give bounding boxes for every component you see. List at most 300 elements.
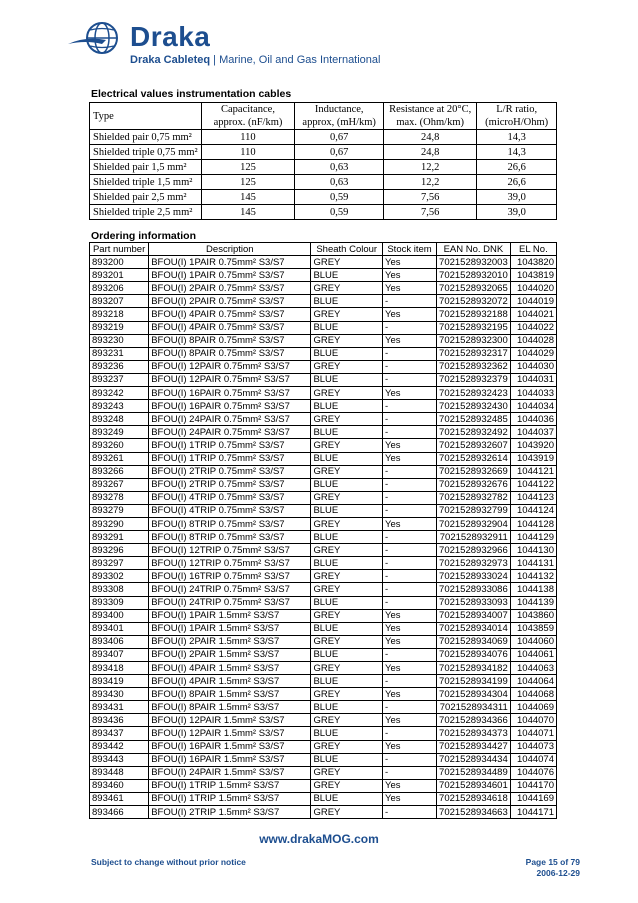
table-cell: 893431 <box>90 701 149 714</box>
table-cell: 7021528932799 <box>437 504 511 517</box>
table-cell: 1044169 <box>510 792 556 805</box>
table-row <box>90 609 557 622</box>
table-row <box>90 688 557 701</box>
table-cell: GREY <box>311 635 383 648</box>
table-cell: 1044037 <box>510 426 556 439</box>
table-cell: 893291 <box>90 531 149 544</box>
column-header: EL No. <box>510 243 556 256</box>
table-cell: - <box>383 648 437 661</box>
table-cell: 893207 <box>90 295 149 308</box>
table-cell: 1044029 <box>510 347 556 360</box>
table-cell: BFOU(I) 16TRIP 0.75mm² S3/S7 <box>149 570 311 583</box>
table-cell: 110 <box>201 145 295 160</box>
table-row <box>90 347 557 360</box>
table-row <box>90 205 557 220</box>
table-cell: GREY <box>311 360 383 373</box>
table-cell: 1043859 <box>510 622 556 635</box>
table-cell: 1044063 <box>510 662 556 675</box>
table-cell: 7021528932362 <box>437 360 511 373</box>
table-row <box>90 740 557 753</box>
table-cell: - <box>383 727 437 740</box>
table-cell: 1044069 <box>510 701 556 714</box>
table-row <box>90 269 557 282</box>
table-row <box>90 622 557 635</box>
table-cell: - <box>383 583 437 596</box>
table-row <box>90 360 557 373</box>
table-row <box>90 557 557 570</box>
table-cell: BLUE <box>311 557 383 570</box>
table-cell: 893302 <box>90 570 149 583</box>
ordering-information-table <box>89 242 557 819</box>
table-cell: BFOU(I) 12TRIP 0.75mm² S3/S7 <box>149 557 311 570</box>
table-row <box>90 400 557 413</box>
table-row <box>90 531 557 544</box>
table-cell: - <box>383 413 437 426</box>
table-cell: GREY <box>311 282 383 295</box>
table-cell: BFOU(I) 2PAIR 1.5mm² S3/S7 <box>149 635 311 648</box>
table-cell: Yes <box>383 269 437 282</box>
table-cell: 893308 <box>90 583 149 596</box>
table-cell: BFOU(I) 2TRIP 0.75mm² S3/S7 <box>149 478 311 491</box>
table-row <box>90 175 557 190</box>
table-cell: 893230 <box>90 334 149 347</box>
table-cell: 893418 <box>90 662 149 675</box>
table-cell: GREY <box>311 662 383 675</box>
table-cell: 893200 <box>90 256 149 269</box>
table-cell: BFOU(I) 2PAIR 0.75mm² S3/S7 <box>149 295 311 308</box>
table-cell: 1044122 <box>510 478 556 491</box>
table-cell: BFOU(I) 16PAIR 1.5mm² S3/S7 <box>149 740 311 753</box>
table-cell: BLUE <box>311 596 383 609</box>
table-cell: GREY <box>311 740 383 753</box>
table-cell: 7021528934427 <box>437 740 511 753</box>
table-cell: BLUE <box>311 504 383 517</box>
table-cell: BFOU(I) 16PAIR 1.5mm² S3/S7 <box>149 753 311 766</box>
table-cell: 39,0 <box>477 190 557 205</box>
table-cell: 7021528932010 <box>437 269 511 282</box>
table-cell: 893279 <box>90 504 149 517</box>
table-cell: 893436 <box>90 714 149 727</box>
table-cell: BFOU(I) 16PAIR 0.75mm² S3/S7 <box>149 400 311 413</box>
table-cell: 0,59 <box>295 205 384 220</box>
table-cell: Yes <box>383 452 437 465</box>
table-cell: BFOU(I) 24PAIR 0.75mm² S3/S7 <box>149 413 311 426</box>
table-row <box>90 766 557 779</box>
table-cell: BFOU(I) 2PAIR 1.5mm² S3/S7 <box>149 648 311 661</box>
table-cell: 893248 <box>90 413 149 426</box>
table-cell: 7021528934069 <box>437 635 511 648</box>
table-cell: - <box>383 701 437 714</box>
table-row <box>90 662 557 675</box>
table-row <box>90 130 557 145</box>
table-cell: 1044123 <box>510 491 556 504</box>
table-cell: Yes <box>383 740 437 753</box>
tagline-division: | Marine, Oil and Gas International <box>210 54 381 66</box>
table-cell: - <box>383 557 437 570</box>
table-cell: 24,8 <box>384 145 477 160</box>
table-row <box>90 701 557 714</box>
table-cell: 1044139 <box>510 596 556 609</box>
table-cell: 893448 <box>90 766 149 779</box>
table-cell: BFOU(I) 16PAIR 0.75mm² S3/S7 <box>149 387 311 400</box>
table-cell: 893260 <box>90 439 149 452</box>
table-row <box>90 544 557 557</box>
table-cell: GREY <box>311 256 383 269</box>
table-cell: 893231 <box>90 347 149 360</box>
table-cell: 893401 <box>90 622 149 635</box>
column-header: Type <box>90 103 202 130</box>
table-cell: BFOU(I) 1PAIR 0.75mm² S3/S7 <box>149 256 311 269</box>
table-row <box>90 792 557 805</box>
table-cell: 893201 <box>90 269 149 282</box>
table-cell: - <box>383 766 437 779</box>
table-cell: GREY <box>311 308 383 321</box>
table-cell: 893419 <box>90 675 149 688</box>
table-cell: Yes <box>383 714 437 727</box>
table-cell: BLUE <box>311 295 383 308</box>
table-row <box>90 635 557 648</box>
table-cell: BFOU(I) 1PAIR 0.75mm² S3/S7 <box>149 269 311 282</box>
table-cell: 893430 <box>90 688 149 701</box>
table-cell: - <box>383 753 437 766</box>
table-row <box>90 517 557 530</box>
table-cell: 7021528932485 <box>437 413 511 426</box>
table-row <box>90 583 557 596</box>
footer-website-link[interactable]: www.drakaMOG.com <box>259 832 379 846</box>
table-cell: BFOU(I) 12PAIR 0.75mm² S3/S7 <box>149 373 311 386</box>
table-row <box>90 426 557 439</box>
table-cell: 1044171 <box>510 806 556 819</box>
table-cell: 1044061 <box>510 648 556 661</box>
table-cell: Shielded triple 2,5 mm² <box>90 205 202 220</box>
table-cell: BFOU(I) 4PAIR 0.75mm² S3/S7 <box>149 308 311 321</box>
table-cell: 7,56 <box>384 190 477 205</box>
table-row <box>90 282 557 295</box>
table-cell: BLUE <box>311 321 383 334</box>
table-cell: 893442 <box>90 740 149 753</box>
table-row <box>90 295 557 308</box>
table-cell: 7021528932300 <box>437 334 511 347</box>
table-cell: Shielded triple 0,75 mm² <box>90 145 202 160</box>
table-cell: - <box>383 596 437 609</box>
table-cell: 1044060 <box>510 635 556 648</box>
table-cell: 1044170 <box>510 779 556 792</box>
table-cell: 7021528934199 <box>437 675 511 688</box>
table-cell: 7021528932003 <box>437 256 511 269</box>
table-cell: - <box>383 347 437 360</box>
table-cell: 893296 <box>90 544 149 557</box>
table-cell: 1044068 <box>510 688 556 701</box>
table-cell: Shielded pair 0,75 mm² <box>90 130 202 145</box>
table-cell: BFOU(I) 1TRIP 0.75mm² S3/S7 <box>149 452 311 465</box>
table-cell: 893443 <box>90 753 149 766</box>
table-cell: 1044129 <box>510 531 556 544</box>
table-cell: Yes <box>383 282 437 295</box>
table-cell: GREY <box>311 766 383 779</box>
table-cell: BFOU(I) 24PAIR 0.75mm² S3/S7 <box>149 426 311 439</box>
table-cell: GREY <box>311 714 383 727</box>
column-header: Description <box>149 243 311 256</box>
draka-globe-logo-icon <box>66 18 126 58</box>
page-header <box>66 16 506 66</box>
table-cell: BFOU(I) 24TRIP 0.75mm² S3/S7 <box>149 596 311 609</box>
table-cell: BLUE <box>311 531 383 544</box>
table-cell: 7021528933086 <box>437 583 511 596</box>
table-cell: 1044020 <box>510 282 556 295</box>
table-row <box>90 256 557 269</box>
table-cell: 14,3 <box>477 145 557 160</box>
table-cell: 7021528932317 <box>437 347 511 360</box>
table-cell: - <box>383 465 437 478</box>
ordering-information-heading: Ordering information <box>91 230 196 242</box>
table-row <box>90 439 557 452</box>
table-cell: BFOU(I) 2PAIR 0.75mm² S3/S7 <box>149 282 311 295</box>
table-cell: BFOU(I) 2TRIP 0.75mm² S3/S7 <box>149 465 311 478</box>
column-header: L/R ratio, (microH/Ohm) <box>477 103 557 130</box>
table-cell: 7021528934663 <box>437 806 511 819</box>
table-cell: GREY <box>311 465 383 478</box>
table-cell: 1044031 <box>510 373 556 386</box>
table-cell: GREY <box>311 334 383 347</box>
table-cell: BFOU(I) 1TRIP 0.75mm² S3/S7 <box>149 439 311 452</box>
table-cell: BLUE <box>311 400 383 413</box>
footer-notice: Subject to change without prior notice <box>91 857 246 867</box>
table-cell: 7021528932669 <box>437 465 511 478</box>
table-cell: 893407 <box>90 648 149 661</box>
table-cell: Yes <box>383 635 437 648</box>
table-cell: BFOU(I) 8PAIR 0.75mm² S3/S7 <box>149 334 311 347</box>
table-cell: BLUE <box>311 426 383 439</box>
column-header: Inductance, approx, (mH/km) <box>295 103 384 130</box>
table-cell: 1044128 <box>510 517 556 530</box>
table-row <box>90 190 557 205</box>
table-cell: BFOU(I) 12TRIP 0.75mm² S3/S7 <box>149 544 311 557</box>
table-cell: 1044033 <box>510 387 556 400</box>
table-cell: GREY <box>311 570 383 583</box>
table-row <box>90 596 557 609</box>
table-cell: GREY <box>311 806 383 819</box>
table-cell: 7021528933024 <box>437 570 511 583</box>
table-cell: Yes <box>383 792 437 805</box>
table-cell: - <box>383 531 437 544</box>
table-cell: 0,59 <box>295 190 384 205</box>
table-cell: 7021528932614 <box>437 452 511 465</box>
column-header: Resistance at 20°C, max. (Ohm/km) <box>384 103 477 130</box>
table-cell: BLUE <box>311 727 383 740</box>
table-cell: 1044121 <box>510 465 556 478</box>
table-cell: 7021528934007 <box>437 609 511 622</box>
table-cell: Shielded triple 1,5 mm² <box>90 175 202 190</box>
table-cell: 39,0 <box>477 205 557 220</box>
table-cell: 7021528932492 <box>437 426 511 439</box>
table-cell: 125 <box>201 175 295 190</box>
table-cell: GREY <box>311 544 383 557</box>
table-cell: 110 <box>201 130 295 145</box>
page-number: Page 15 of 79 <box>525 857 580 867</box>
table-cell: BLUE <box>311 478 383 491</box>
table-cell: GREY <box>311 779 383 792</box>
table-cell: 7021528932423 <box>437 387 511 400</box>
table-cell: 7021528934014 <box>437 622 511 635</box>
table-cell: 0,67 <box>295 130 384 145</box>
table-cell: 145 <box>201 190 295 205</box>
table-cell: 0,67 <box>295 145 384 160</box>
table-cell: 1043920 <box>510 439 556 452</box>
table-cell: BLUE <box>311 675 383 688</box>
table-cell: - <box>383 504 437 517</box>
table-row <box>90 491 557 504</box>
table-cell: 893249 <box>90 426 149 439</box>
table-cell: 893297 <box>90 557 149 570</box>
table-cell: 7021528933093 <box>437 596 511 609</box>
table-cell: 893309 <box>90 596 149 609</box>
table-cell: BFOU(I) 4PAIR 1.5mm² S3/S7 <box>149 662 311 675</box>
table-cell: - <box>383 675 437 688</box>
table-cell: 1044073 <box>510 740 556 753</box>
table-cell: Yes <box>383 609 437 622</box>
table-cell: BFOU(I) 12PAIR 0.75mm² S3/S7 <box>149 360 311 373</box>
table-cell: BFOU(I) 1TRIP 1.5mm² S3/S7 <box>149 779 311 792</box>
table-row <box>90 727 557 740</box>
table-cell: GREY <box>311 688 383 701</box>
table-cell: 7021528934434 <box>437 753 511 766</box>
table-cell: BFOU(I) 24TRIP 0.75mm² S3/S7 <box>149 583 311 596</box>
table-cell: 1044021 <box>510 308 556 321</box>
table-cell: GREY <box>311 609 383 622</box>
table-cell: 893406 <box>90 635 149 648</box>
table-cell: 145 <box>201 205 295 220</box>
column-header: Part number <box>90 243 149 256</box>
table-cell: BFOU(I) 8TRIP 0.75mm² S3/S7 <box>149 517 311 530</box>
table-cell: - <box>383 426 437 439</box>
table-cell: 1044074 <box>510 753 556 766</box>
table-cell: 1044022 <box>510 321 556 334</box>
table-row <box>90 806 557 819</box>
table-row <box>90 413 557 426</box>
table-cell: 7021528934373 <box>437 727 511 740</box>
table-cell: 7021528932973 <box>437 557 511 570</box>
table-cell: BFOU(I) 4TRIP 0.75mm² S3/S7 <box>149 491 311 504</box>
table-row <box>90 145 557 160</box>
table-cell: - <box>383 400 437 413</box>
table-cell: - <box>383 373 437 386</box>
table-row <box>90 160 557 175</box>
table-cell: BLUE <box>311 373 383 386</box>
table-cell: 1043860 <box>510 609 556 622</box>
table-cell: 1044138 <box>510 583 556 596</box>
table-cell: GREY <box>311 517 383 530</box>
brand-name: Draka <box>130 21 211 52</box>
document-date: 2006-12-29 <box>536 868 580 878</box>
table-cell: 7021528934182 <box>437 662 511 675</box>
table-cell: GREY <box>311 387 383 400</box>
table-cell: BFOU(I) 2TRIP 1.5mm² S3/S7 <box>149 806 311 819</box>
table-cell: BFOU(I) 8PAIR 0.75mm² S3/S7 <box>149 347 311 360</box>
table-cell: BLUE <box>311 269 383 282</box>
column-header: EAN No. DNK <box>437 243 511 256</box>
table-cell: 893466 <box>90 806 149 819</box>
table-cell: Yes <box>383 622 437 635</box>
table-cell: BLUE <box>311 347 383 360</box>
table-row <box>90 478 557 491</box>
table-cell: 893278 <box>90 491 149 504</box>
table-cell: 7021528932188 <box>437 308 511 321</box>
table-cell: Yes <box>383 662 437 675</box>
electrical-values-table <box>89 102 557 220</box>
table-cell: BLUE <box>311 648 383 661</box>
table-cell: BLUE <box>311 622 383 635</box>
table-cell: Yes <box>383 439 437 452</box>
table-cell: BFOU(I) 1TRIP 1.5mm² S3/S7 <box>149 792 311 805</box>
table-cell: GREY <box>311 583 383 596</box>
table-cell: 125 <box>201 160 295 175</box>
table-cell: 26,6 <box>477 175 557 190</box>
table-cell: 893400 <box>90 609 149 622</box>
table-cell: 893460 <box>90 779 149 792</box>
table-cell: BFOU(I) 24PAIR 1.5mm² S3/S7 <box>149 766 311 779</box>
table-cell: Yes <box>383 688 437 701</box>
table-cell: BLUE <box>311 792 383 805</box>
table-cell: Yes <box>383 517 437 530</box>
column-header: Sheath Colour <box>311 243 383 256</box>
table-row <box>90 779 557 792</box>
table-cell: 893261 <box>90 452 149 465</box>
table-header-row <box>90 243 557 256</box>
table-cell: 1044028 <box>510 334 556 347</box>
table-cell: 7021528934489 <box>437 766 511 779</box>
table-cell: BFOU(I) 4TRIP 0.75mm² S3/S7 <box>149 504 311 517</box>
table-cell: 893243 <box>90 400 149 413</box>
table-header-row <box>90 103 557 130</box>
table-cell: 7021528932195 <box>437 321 511 334</box>
table-cell: 24,8 <box>384 130 477 145</box>
table-row <box>90 308 557 321</box>
table-cell: 1044070 <box>510 714 556 727</box>
table-cell: 7021528934366 <box>437 714 511 727</box>
table-cell: BLUE <box>311 452 383 465</box>
table-cell: 1043820 <box>510 256 556 269</box>
table-cell: 893266 <box>90 465 149 478</box>
table-row <box>90 452 557 465</box>
table-cell: 7021528932676 <box>437 478 511 491</box>
table-cell: BFOU(I) 4PAIR 0.75mm² S3/S7 <box>149 321 311 334</box>
table-cell: 7021528932430 <box>437 400 511 413</box>
table-row <box>90 373 557 386</box>
table-cell: BFOU(I) 8PAIR 1.5mm² S3/S7 <box>149 701 311 714</box>
table-cell: 1043919 <box>510 452 556 465</box>
column-header: Stock item <box>383 243 437 256</box>
table-cell: 1044064 <box>510 675 556 688</box>
table-row <box>90 648 557 661</box>
table-cell: 7021528932072 <box>437 295 511 308</box>
table-cell: 1044019 <box>510 295 556 308</box>
electrical-values-heading: Electrical values instrumentation cables <box>91 88 292 100</box>
table-cell: 7021528932782 <box>437 491 511 504</box>
table-cell: BFOU(I) 4PAIR 1.5mm² S3/S7 <box>149 675 311 688</box>
table-cell: BLUE <box>311 701 383 714</box>
table-cell: Shielded pair 1,5 mm² <box>90 160 202 175</box>
table-cell: 7021528934304 <box>437 688 511 701</box>
table-cell: BFOU(I) 1PAIR 1.5mm² S3/S7 <box>149 609 311 622</box>
table-cell: 7021528932911 <box>437 531 511 544</box>
table-cell: Yes <box>383 256 437 269</box>
table-cell: 7021528932966 <box>437 544 511 557</box>
table-row <box>90 675 557 688</box>
table-cell: 0,63 <box>295 160 384 175</box>
table-cell: 7021528934618 <box>437 792 511 805</box>
column-header: Capacitance, approx. (nF/km) <box>201 103 295 130</box>
table-cell: 1044124 <box>510 504 556 517</box>
